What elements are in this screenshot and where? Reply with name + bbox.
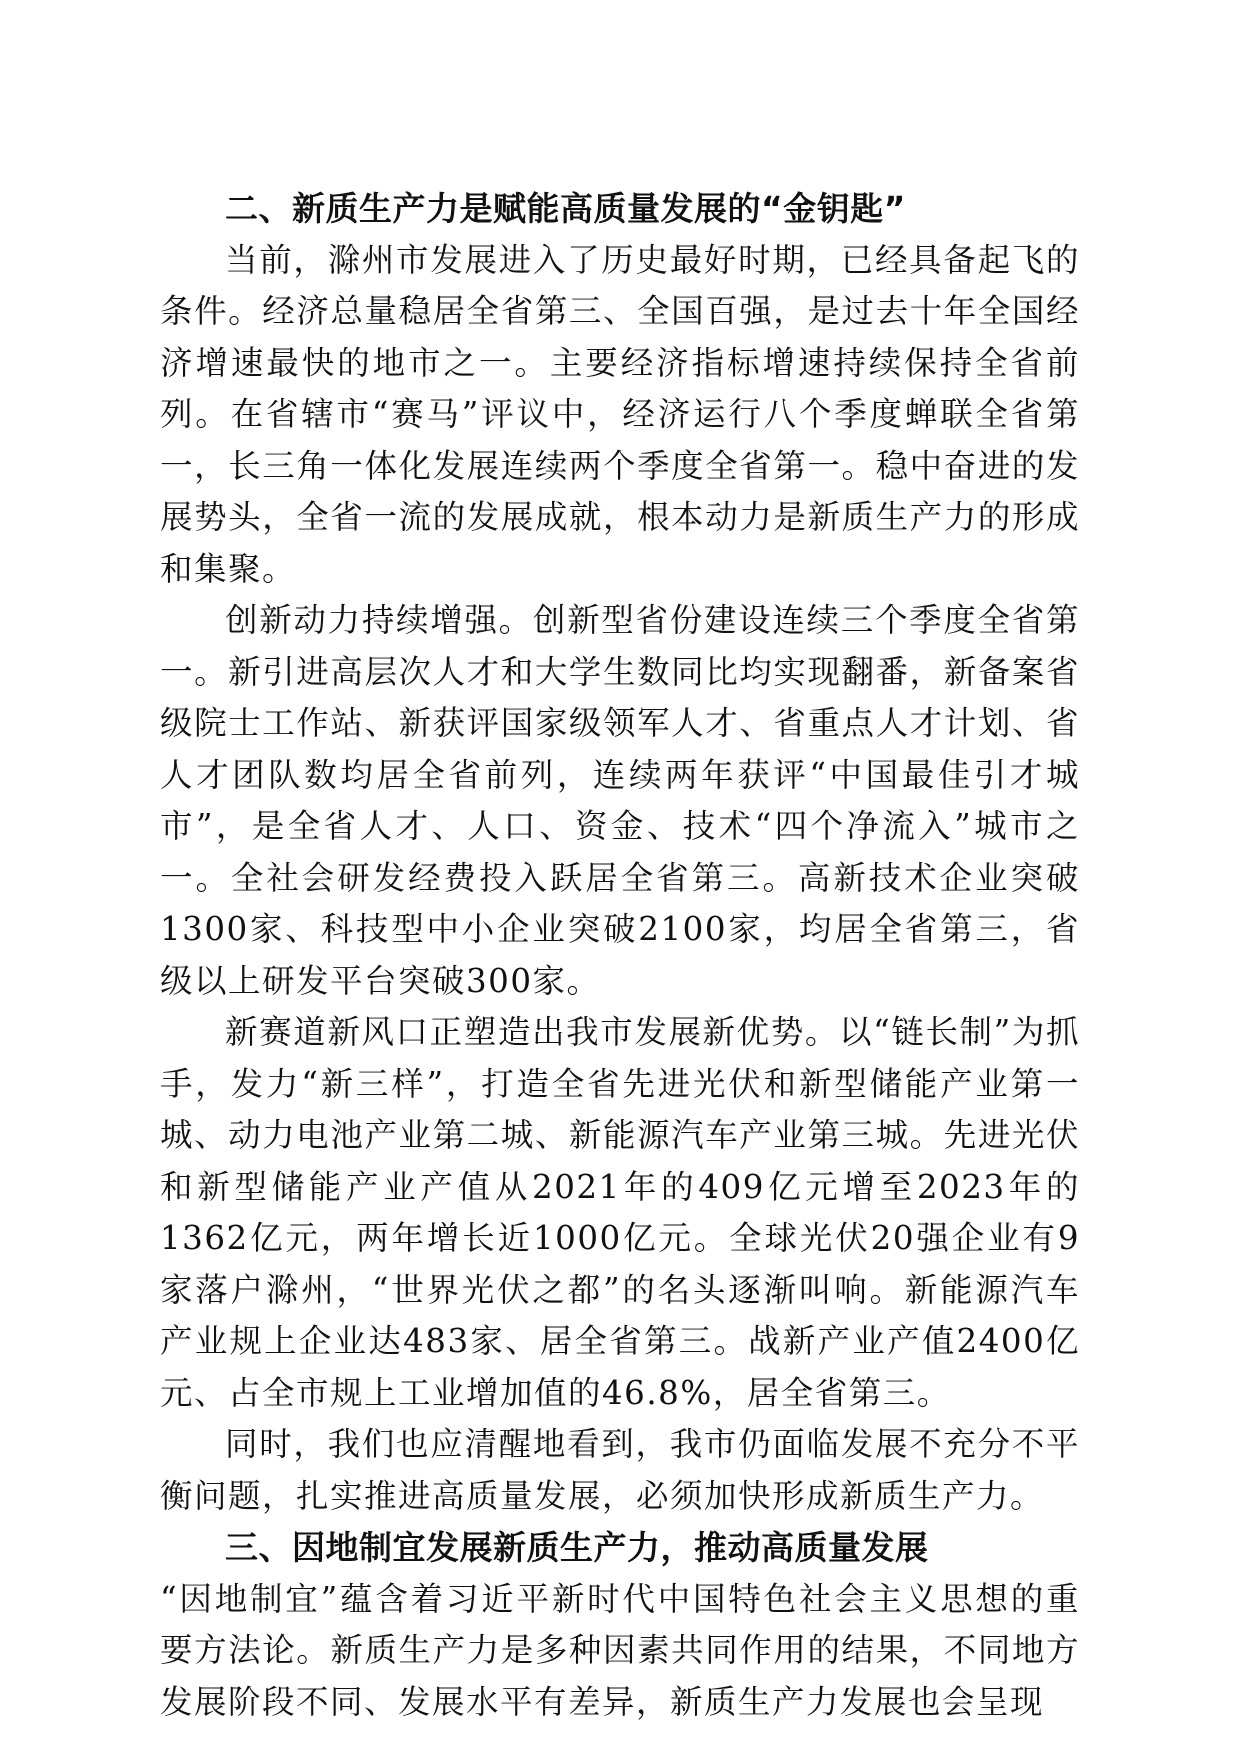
paragraph-current-situation: 当前，滁州市发展进入了历史最好时期，已经具备起飞的条件。经济总量稳居全省第三、全国百强，是过去十年全国经济增速最快的地市之一。主要经济指标增速持续保持全省前列。在省辖市“赛马”评议中，经济运行八个季度蝉联全省第一，长三角一体化发展连续两个季度全省第一。稳中奋进的发展势头，全省一流的发展成就，根本动力是新质生产力的形成和集聚。 xyxy=(160,240,1080,588)
paragraph-innovation: 创新动力持续增强。创新型省份建设连续三个季度全省第一。新引进高层次人才和大学生数同比均实现翻番，新备案省级院士工作站、新获评国家级领军人才、省重点人才计划、省人才团队数均居全省前列，连续两年获评“中国最佳引才城市”，是全省人才、人口、资金、技术“四个净流入”城市之一。全社会研发经费投入跃居全省第三。高新技术企业突破1300家、科技型中小企业突破2100家，均居全省第三，省级以上研发平台突破300家。 xyxy=(160,601,1080,1000)
document-body xyxy=(160,183,1080,1728)
paragraph-challenges: 同时，我们也应清醒地看到，我市仍面临发展不充分不平衡问题，扎实推进高质量发展，必须加快形成新质生产力。 xyxy=(160,1425,1080,1515)
paragraph-new-tracks: 新赛道新风口正塑造出我市发展新优势。以“链长制”为抓手，发力“新三样”，打造全省先进光伏和新型储能产业第一城、动力电池产业第二城、新能源汽车产业第三城。先进光伏和新型储能产业产值从2021年的409亿元增至2023年的1362亿元，两年增长近1000亿元。全球光伏20强企业有9家落户滁州，“世界光伏之都”的名头逐渐叫响。新能源汽车产业规上企业达483家、居全省第三。战新产业产值2400亿元、占全市规上工业增加值的46.8%，居全省第三。 xyxy=(160,1013,1080,1412)
section-heading-3: 三、因地制宜发展新质生产力，推动高质量发展 xyxy=(225,1528,929,1567)
section-heading-2: 二、新质生产力是赋能高质量发展的“金钥匙” xyxy=(225,189,906,228)
paragraph-local-conditions: “因地制宜”蕴含着习近平新时代中国特色社会主义思想的重要方法论。新质生产力是多种因素共同作用的结果，不同地方发展阶段不同、发展水平有差异，新质生产力发展也会呈现 xyxy=(160,1579,1080,1721)
